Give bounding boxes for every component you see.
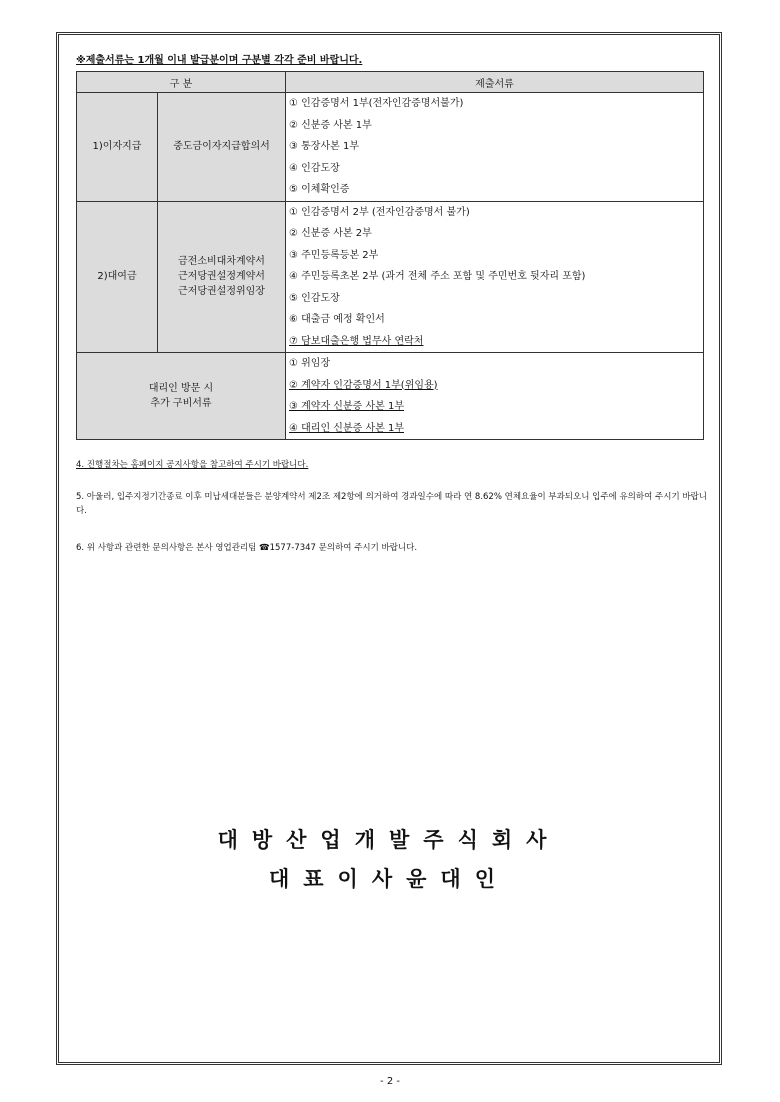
category-label: 2)대여금 bbox=[77, 201, 158, 353]
sublabel-line: 금전소비대차계약서 bbox=[178, 256, 265, 268]
sublabel-line: 근저당권설정계약서 bbox=[178, 271, 265, 283]
category-label bbox=[77, 353, 286, 440]
list-item: ③ 통장사본 1부 bbox=[289, 141, 359, 152]
category-sublabel bbox=[158, 93, 286, 202]
notice-heading: ※제출서류는 1개월 이내 발급분이며 구분별 각각 준비 바랍니다. bbox=[76, 55, 363, 66]
sublabel-line: 중도금이자지급합의서 bbox=[173, 141, 270, 153]
list-item: ② 신분증 사본 1부 bbox=[289, 119, 372, 131]
table-header-row bbox=[77, 72, 704, 93]
company-name: 대방산업개발주식회사 bbox=[217, 828, 561, 852]
list-item: ⑤ 인감도장 bbox=[289, 292, 340, 304]
page-number: - 2 - bbox=[380, 1076, 400, 1087]
table-row bbox=[77, 353, 704, 440]
list-item: ⑦ 담보대출은행 법무사 연락처 bbox=[289, 335, 424, 347]
list-item: ② 신분증 사본 2부 bbox=[289, 228, 372, 239]
document-list bbox=[286, 93, 704, 202]
sublabel-line: 근저당권설정위임장 bbox=[178, 286, 265, 298]
list-item: ① 인감증명서 1부(전자인감증명서불가) bbox=[289, 98, 464, 109]
required-documents-table bbox=[76, 71, 704, 440]
list-item: ④ 주민등록초본 2부 (과거 전체 주소 포함 및 주민번호 뒷자리 포함) bbox=[289, 271, 586, 282]
table-row bbox=[77, 93, 704, 202]
document-list bbox=[286, 353, 704, 440]
list-item: ⑤ 이체확인증 bbox=[289, 184, 350, 195]
header-documents: 제출서류 bbox=[286, 72, 704, 93]
list-item: ① 위임장 bbox=[289, 358, 331, 369]
category-label-line: 대리인 방문 시 bbox=[148, 383, 214, 394]
header-category: 구 분 bbox=[77, 72, 286, 93]
list-item: ③ 계약자 신분증 사본 1부 bbox=[289, 401, 404, 412]
paragraph-4: 4. 진행절차는 홈페이지 공지사항을 참고하여 주시기 바랍니다. bbox=[76, 460, 309, 470]
list-item: ① 인감증명서 2부 (전자인감증명서 불가) bbox=[289, 206, 470, 218]
list-item: ⑥ 대출금 예정 확인서 bbox=[289, 314, 385, 325]
paragraph-5: 5. 아울러, 입주지정기간종료 이후 미납세대분들은 분양계약서 제2조 제2항에 의거하여 경과일수에 따라 연 8.62% 연체요율이 부과되오니 입주에 유의하여 주시기 바랍니다. bbox=[76, 492, 707, 516]
table-row bbox=[77, 201, 704, 353]
list-item: ② 계약자 인감증명서 1부(위임용) bbox=[289, 379, 438, 391]
category-label-line: 추가 구비서류 bbox=[150, 398, 212, 409]
paragraph-6: 6. 위 사항과 관련한 문의사항은 본사 영업관리팀 ☎1577-7347 문의하여 주시기 바랍니다. bbox=[76, 543, 418, 553]
list-item: ③ 주민등록등본 2부 bbox=[289, 249, 379, 261]
document-list bbox=[286, 201, 704, 353]
category-sublabel bbox=[158, 201, 286, 353]
category-label: 1)이자지급 bbox=[77, 93, 158, 202]
list-item: ④ 인감도장 bbox=[289, 162, 340, 174]
list-item: ④ 대리인 신분증 사본 1부 bbox=[289, 422, 404, 434]
ceo-name: 대표이사윤대인 bbox=[268, 867, 509, 891]
